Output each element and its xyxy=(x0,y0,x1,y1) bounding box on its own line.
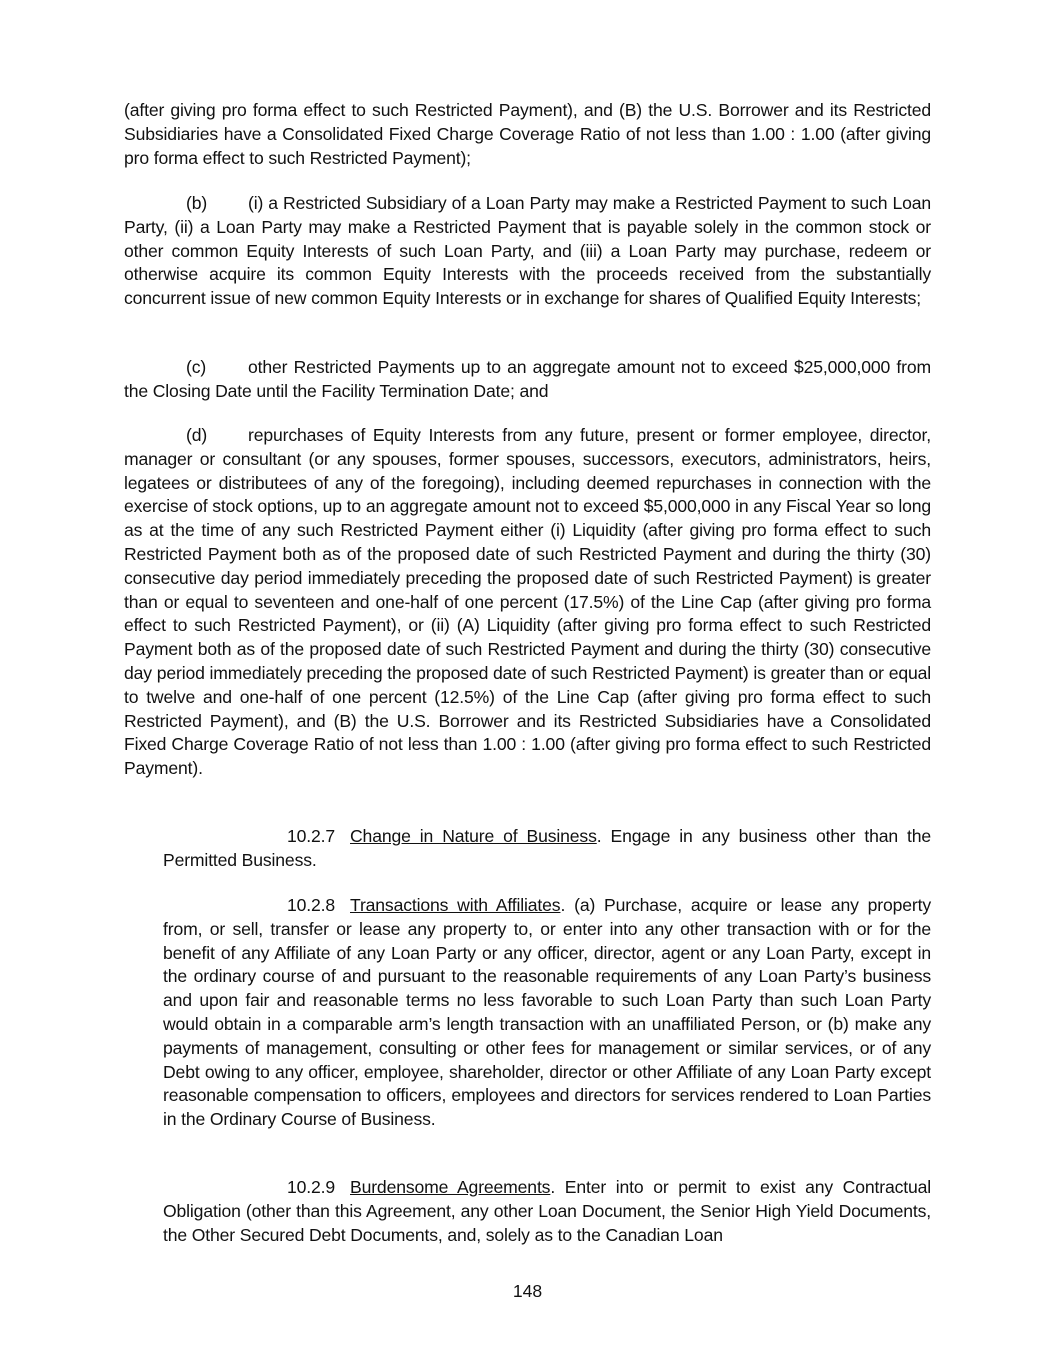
paragraph-c-label: (c) xyxy=(186,357,207,377)
section-10-2-8-number: 10.2.8 xyxy=(287,895,336,915)
page-number: 148 xyxy=(512,1281,543,1301)
paragraph-continuation xyxy=(124,99,931,170)
paragraph-d xyxy=(124,424,931,781)
section-10-2-7-text: . Engage in any business other than the Permitted Business. xyxy=(163,826,932,870)
section-10-2-9-text: . Enter into or permit to exist any Contractual Obligation (other than this Agreement, any other Loan Document, the Senior High Yield Documents, the Other Secured Debt Documents, and, solely as to the Canadian Loan xyxy=(163,1177,931,1245)
section-10-2-9-number: 10.2.9 xyxy=(287,1177,336,1197)
paragraph-b xyxy=(124,192,931,311)
section-10-2-8 xyxy=(163,894,931,1132)
paragraph-d-text: repurchases of Equity Interests from any future, present or former employee, director, manager or consultant (or any spouses, former spouses, successors, executors, administrators, heirs, legatees or distributees of any of the foregoing), including deemed repurchases in connection with the exercise of stock options, up to an aggregate amount not to exceed $5,000,000 in any Fiscal Year so long as at the time of any such Restricted Payment either (i) Liquidity (after giving pro forma effect to such Restricted Payment both as of the proposed date of such Restricted Payment and during the thirty (30) consecutive day period immediately preceding the proposed date of such Restricted Payment) is greater than or equal to seventeen and one-half of one percent (17.5%) of the Line Cap (after giving pro forma effect to such Restricted Payment), or (ii) (A) Liquidity (after giving pro forma effect to such Restricted Payment both as of the proposed date of such Restricted Payment and during the thirty (30) consecutive day period immediately preceding the proposed date of such Restricted Payment) is greater than or equal to twelve and one-half of one percent (12.5%) of the Line Cap (after giving pro forma effect to such Restricted Payment), and (B) the U.S. Borrower and its Restricted Subsidiaries have a Consolidated Fixed Charge Coverage Ratio of not less than 1.00 : 1.00 (after giving pro forma effect to such Restricted Payment). xyxy=(124,425,931,779)
section-10-2-9-heading: Burdensome Agreements xyxy=(350,1177,551,1197)
section-10-2-7 xyxy=(163,825,931,873)
paragraph-b-label: (b) xyxy=(186,193,208,213)
section-10-2-7-number: 10.2.7 xyxy=(287,826,336,846)
section-10-2-7-heading: Change in Nature of Business xyxy=(350,826,597,846)
section-10-2-8-text: . (a) Purchase, acquire or lease any property from, or sell, transfer or lease any property to, or enter into any other transaction with or for the benefit of any Affiliate of any Loan Party or any officer, director, agent or any Loan Party, except in the ordinary course of and pursuant to the reasonable requirements of any Loan Party’s business and upon fair and reasonable terms no less favorable to such Loan Party than such Loan Party would obtain in a comparable arm’s length transaction with an unaffiliated Person, or (b) make any payments of management, consulting or other fees for management or similar services, or of any Debt owing to any officer, employee, shareholder, director or other Affiliate of any Loan Party except reasonable compensation to officers, employees and directors for services rendered to Loan Parties in the Ordinary Course of Business. xyxy=(163,895,931,1130)
paragraph-d-label: (d) xyxy=(186,425,208,445)
section-10-2-8-heading: Transactions with Affiliates xyxy=(350,895,561,915)
paragraph-c-text: other Restricted Payments up to an aggregate amount not to exceed $25,000,000 from the Closing Date until the Facility Termination Date; and xyxy=(124,357,931,401)
section-10-2-9 xyxy=(163,1176,931,1247)
paragraph-b-text: (i) a Restricted Subsidiary of a Loan Party may make a Restricted Payment to such Loan Party, (ii) a Loan Party may make a Restricted Payment that is payable solely in the common stock or other common Equity Interests of such Loan Party, and (iii) a Loan Party may purchase, redeem or otherwise acquire its common Equity Interests with the proceeds received from the substantially concurrent issue of new common Equity Interests or in exchange for shares of Qualified Equity Interests; xyxy=(124,193,931,309)
paragraph-c xyxy=(124,356,931,404)
paragraph-continuation-text: (after giving pro forma effect to such Restricted Payment), and (B) the U.S. Borrower and its Restricted Subsidiaries have a Consolidated Fixed Charge Coverage Ratio of not less than 1.00 : 1.00 (after giving pro forma effect to such Restricted Payment); xyxy=(124,100,931,168)
